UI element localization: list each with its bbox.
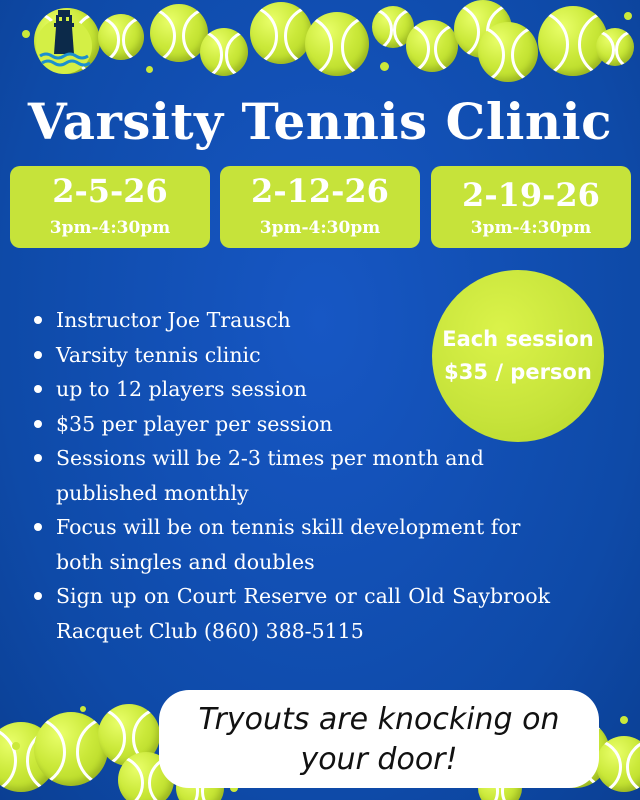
- list-item: Sessions will be 2-3 times per month and published monthly: [30, 441, 550, 510]
- decor-dot: [146, 66, 153, 73]
- list-item: $35 per player per session: [30, 407, 550, 442]
- tennis-ball-icon: [305, 12, 369, 76]
- price-badge-line2: $35 / person: [444, 360, 592, 384]
- tennis-ball-icon: [250, 2, 312, 64]
- session-date-box: [220, 166, 420, 248]
- details-list: [30, 303, 550, 648]
- session-date: 2-5-26: [52, 172, 168, 210]
- session-date: 2-19-26: [462, 176, 600, 214]
- tennis-ball-icon: [596, 28, 634, 66]
- list-item: Focus will be on tennis skill development for both singles and doubles: [30, 510, 550, 579]
- tryouts-bubble: [159, 690, 599, 788]
- list-item: up to 12 players session: [30, 372, 550, 407]
- session-time: 3pm-4:30pm: [470, 218, 592, 238]
- session-date-box: [10, 166, 210, 248]
- price-badge-line1: Each session: [442, 327, 594, 351]
- decor-dot: [80, 706, 86, 712]
- tennis-ball-icon: [98, 14, 144, 60]
- session-time: 3pm-4:30pm: [259, 218, 381, 238]
- list-item: Sign up on Court Reserve or call Old Saybrook Racquet Club (860) 388-5115: [30, 579, 550, 648]
- tennis-ball-icon: [596, 736, 640, 792]
- session-time: 3pm-4:30pm: [49, 218, 171, 238]
- list-item: Instructor Joe Trausch: [30, 303, 550, 338]
- lighthouse-logo-icon: [32, 6, 96, 76]
- tennis-ball-icon: [34, 712, 108, 786]
- decor-dot: [620, 716, 628, 724]
- decor-dot: [22, 30, 30, 38]
- session-date-box: [431, 166, 631, 248]
- decor-dot: [624, 12, 632, 20]
- decor-dot: [380, 62, 389, 71]
- session-date: 2-12-26: [251, 172, 389, 210]
- tennis-ball-icon: [200, 28, 248, 76]
- page-title: Varsity Tennis Clinic: [27, 92, 613, 151]
- tennis-ball-icon: [478, 22, 538, 82]
- tryouts-line1: Tryouts are knocking on: [198, 702, 560, 737]
- decor-dot: [12, 742, 20, 750]
- list-item: Varsity tennis clinic: [30, 338, 550, 373]
- tennis-ball-icon: [406, 20, 458, 72]
- tryouts-line2: your door!: [300, 742, 458, 777]
